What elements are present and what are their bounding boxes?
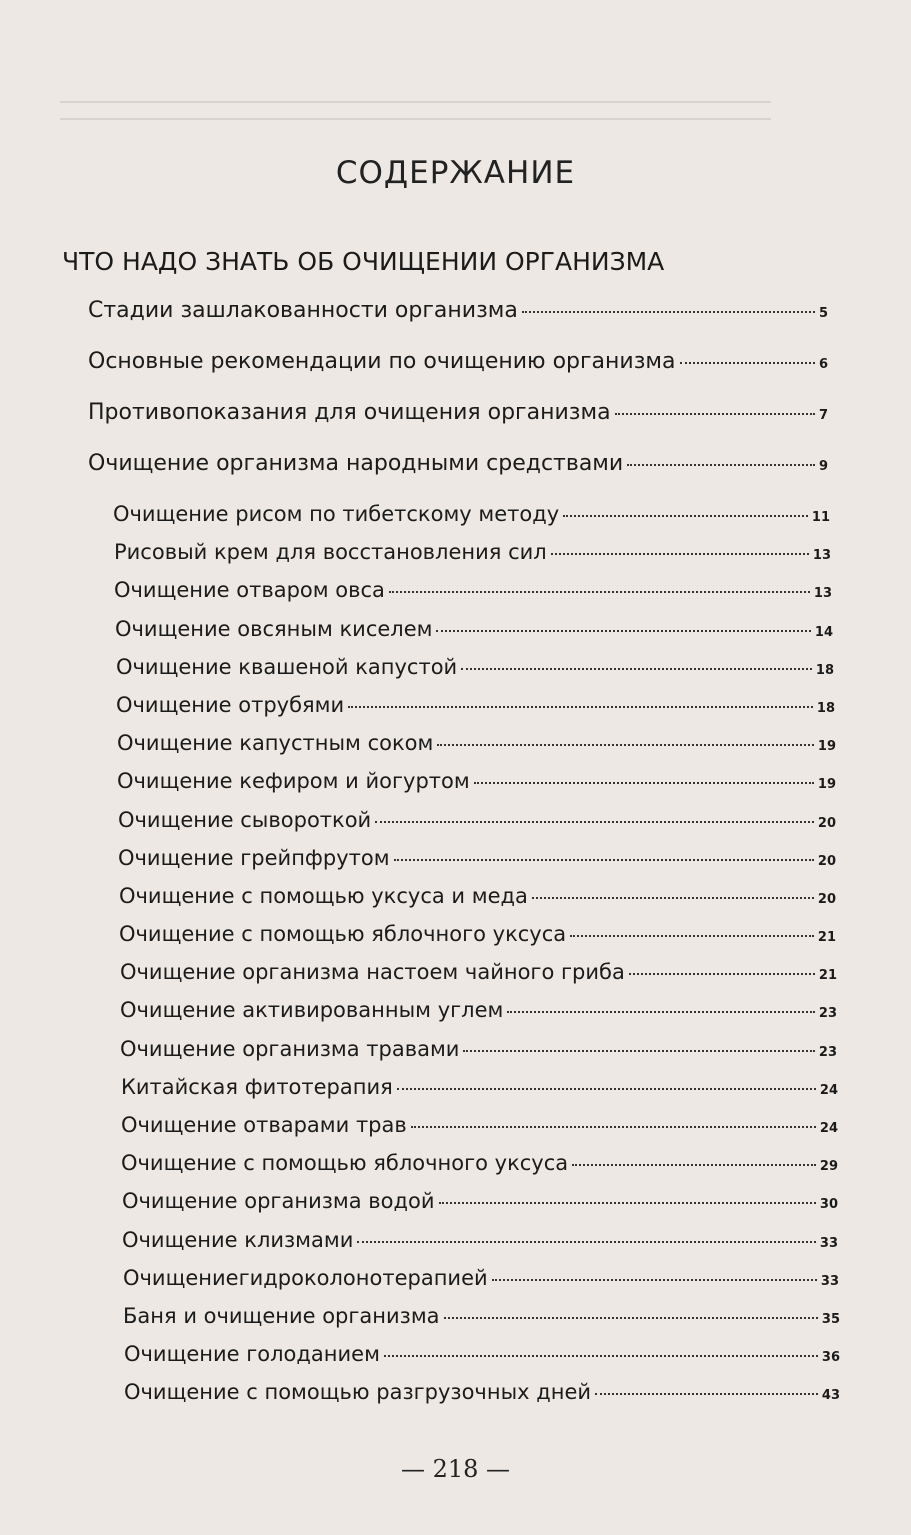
dot-leader [439, 1202, 816, 1204]
dot-leader [563, 515, 808, 517]
dot-leader [507, 1011, 815, 1013]
dot-leader [532, 897, 814, 899]
toc-subentry-page: 33 [819, 1235, 838, 1251]
toc-subentry[interactable] [120, 998, 837, 1036]
dot-leader [680, 362, 815, 364]
toc-subentry[interactable] [121, 1151, 838, 1189]
dot-leader [444, 1317, 818, 1319]
toc-subentry[interactable] [121, 1113, 838, 1151]
toc-subentry[interactable] [122, 1189, 838, 1227]
toc-entry[interactable] [88, 451, 828, 502]
toc-subentry-label: Очищение отварами трав [121, 1113, 407, 1137]
toc-subentry-label: Очищение голоданием [124, 1342, 380, 1367]
toc-subentry-label: Очищение овсяным киселем [115, 616, 433, 641]
toc-subentry-label: Очищение с помощью яблочного уксуса [121, 1151, 569, 1176]
toc-subentry-page: 43 [821, 1388, 840, 1404]
toc-subentry[interactable] [120, 960, 837, 998]
toc-entry-page: 5 [818, 306, 828, 321]
toc-subentry-label: Очищение с помощью яблочного уксуса [119, 922, 567, 947]
toc-subentry[interactable] [118, 808, 836, 846]
bleed-through-line [60, 118, 771, 120]
toc-subentry-page: 20 [817, 815, 836, 831]
dot-leader [522, 311, 815, 313]
toc-subentry-page: 19 [817, 777, 836, 793]
toc-subentry-label: Очищение организма травами [120, 1036, 460, 1061]
dot-leader [411, 1126, 816, 1128]
toc-subentry-page: 20 [817, 891, 836, 907]
toc-subentry-label: Очищение с помощью разгрузочных дней [124, 1380, 592, 1405]
dot-leader [375, 821, 814, 823]
dot-leader [348, 706, 813, 708]
toc-subentry-label: Баня и очищение организма [123, 1303, 440, 1328]
dot-leader [394, 859, 814, 861]
toc-subentry[interactable] [119, 922, 836, 960]
toc-subentry[interactable] [124, 1380, 840, 1418]
toc-entry-label: Очищение организма народными средствами [88, 451, 624, 476]
toc-entry-label: Противопоказания для очищения организма [88, 400, 611, 425]
dot-leader [384, 1355, 818, 1357]
page-number: — 218 — [400, 1455, 511, 1483]
toc-subentry-label: Очищение капустным соком [117, 731, 434, 756]
toc-subentry[interactable] [113, 502, 830, 540]
dot-leader [492, 1279, 817, 1281]
dot-leader [615, 413, 815, 415]
toc-subentry-label: Рисовый крем для восстановления сил [114, 540, 547, 565]
toc-subentry-page: 14 [814, 624, 833, 640]
toc-subentry[interactable] [124, 1342, 840, 1380]
toc-subentry-label: Очищение отрубями [116, 692, 345, 717]
page-title: СОДЕРЖАНИЕ [335, 155, 576, 191]
toc-subentry-page: 35 [821, 1311, 840, 1327]
toc-subentry-page: 13 [812, 548, 831, 564]
toc-subentry-page: 21 [817, 930, 836, 946]
toc-subentry[interactable] [123, 1266, 839, 1304]
toc-entry-page: 7 [818, 408, 828, 423]
toc-entry[interactable] [88, 349, 828, 400]
toc-subentry-label: Очищение сывороткой [118, 807, 372, 832]
toc-subentry[interactable] [122, 1228, 838, 1266]
toc-subentry-label: Очищение отваром овса [114, 578, 385, 603]
toc-subentry[interactable] [120, 1037, 837, 1075]
toc-subentry[interactable] [119, 884, 836, 922]
toc-subentry-page: 21 [818, 968, 837, 984]
toc-subentry-page: 29 [819, 1159, 838, 1175]
toc-subentry-page: 23 [818, 1006, 837, 1022]
toc-subentry-label: Очищение организма водой [122, 1189, 435, 1214]
toc-subentry-page: 13 [813, 586, 832, 602]
toc-subentry[interactable] [123, 1304, 840, 1342]
toc-subentry-page: 33 [820, 1273, 839, 1289]
toc-subentry-page: 24 [819, 1121, 838, 1136]
toc-subentry-page: 11 [811, 510, 830, 525]
toc-subentry[interactable] [115, 617, 833, 655]
toc-entry-page: 9 [818, 459, 828, 474]
toc-entry-label: Основные рекомендации по очищению организма [88, 349, 676, 374]
toc-subentry-label: Китайская фитотерапия [121, 1074, 393, 1099]
dot-leader [570, 935, 814, 937]
toc-subentry-label: Очищение клизмами [122, 1227, 354, 1252]
toc-subentry-page: 18 [815, 662, 834, 678]
toc-subentry-page: 30 [819, 1197, 838, 1213]
toc-subentry[interactable] [116, 655, 834, 693]
toc-subentry-label: Очищение активированным углем [120, 998, 504, 1023]
toc-entry[interactable] [88, 400, 828, 451]
toc-subentry-page: 36 [821, 1350, 840, 1366]
toc-subentry[interactable] [114, 578, 832, 616]
toc-subentry[interactable] [116, 693, 835, 731]
dot-leader [595, 1393, 818, 1395]
dot-leader [461, 668, 812, 670]
toc-subentry-page: 23 [818, 1044, 837, 1060]
dot-leader [474, 782, 814, 784]
table-of-contents [0, 298, 911, 1419]
dot-leader [397, 1088, 816, 1090]
toc-subentry-label: Очищение рисом по тибетскому методу [113, 502, 560, 526]
toc-entry-label: Стадии зашлакованности организма [88, 298, 518, 323]
dot-leader [627, 464, 815, 466]
toc-entry[interactable] [88, 298, 828, 349]
toc-entry-page: 6 [818, 357, 828, 372]
dot-leader [463, 1050, 814, 1052]
toc-subentry-page: 24 [819, 1082, 838, 1098]
dot-leader [389, 591, 810, 593]
toc-subentry-page: 18 [816, 700, 835, 716]
dot-leader [437, 744, 814, 746]
toc-subentry-label: Очищение с помощью уксуса и меда [119, 883, 528, 908]
toc-subentry-label: Очищение квашеной капустой [116, 654, 458, 679]
section-heading: ЧТО НАДО ЗНАТЬ ОБ ОЧИЩЕНИИ ОРГАНИЗМА [62, 247, 665, 276]
dot-leader [629, 973, 815, 975]
toc-subentry-label: Очищение грейпфрутом [118, 845, 390, 870]
toc-subentry-label: Очищениегидроколонотерапией [123, 1265, 488, 1290]
toc-subentry-page: 20 [817, 853, 836, 869]
toc-subentry-label: Очищение организма настоем чайного гриба [120, 960, 625, 985]
toc-subentry[interactable] [117, 769, 836, 807]
bleed-through-line [60, 101, 771, 103]
toc-subentry[interactable] [118, 846, 836, 884]
dot-leader [572, 1164, 816, 1166]
dot-leader [357, 1241, 816, 1243]
toc-subentry[interactable] [117, 731, 836, 769]
toc-subentry-label: Очищение кефиром и йогуртом [117, 769, 470, 794]
toc-subentry-page: 19 [817, 739, 836, 755]
toc-subentry[interactable] [121, 1075, 838, 1113]
toc-subentry[interactable] [114, 540, 831, 578]
dot-leader [551, 553, 809, 555]
dot-leader [436, 630, 810, 632]
